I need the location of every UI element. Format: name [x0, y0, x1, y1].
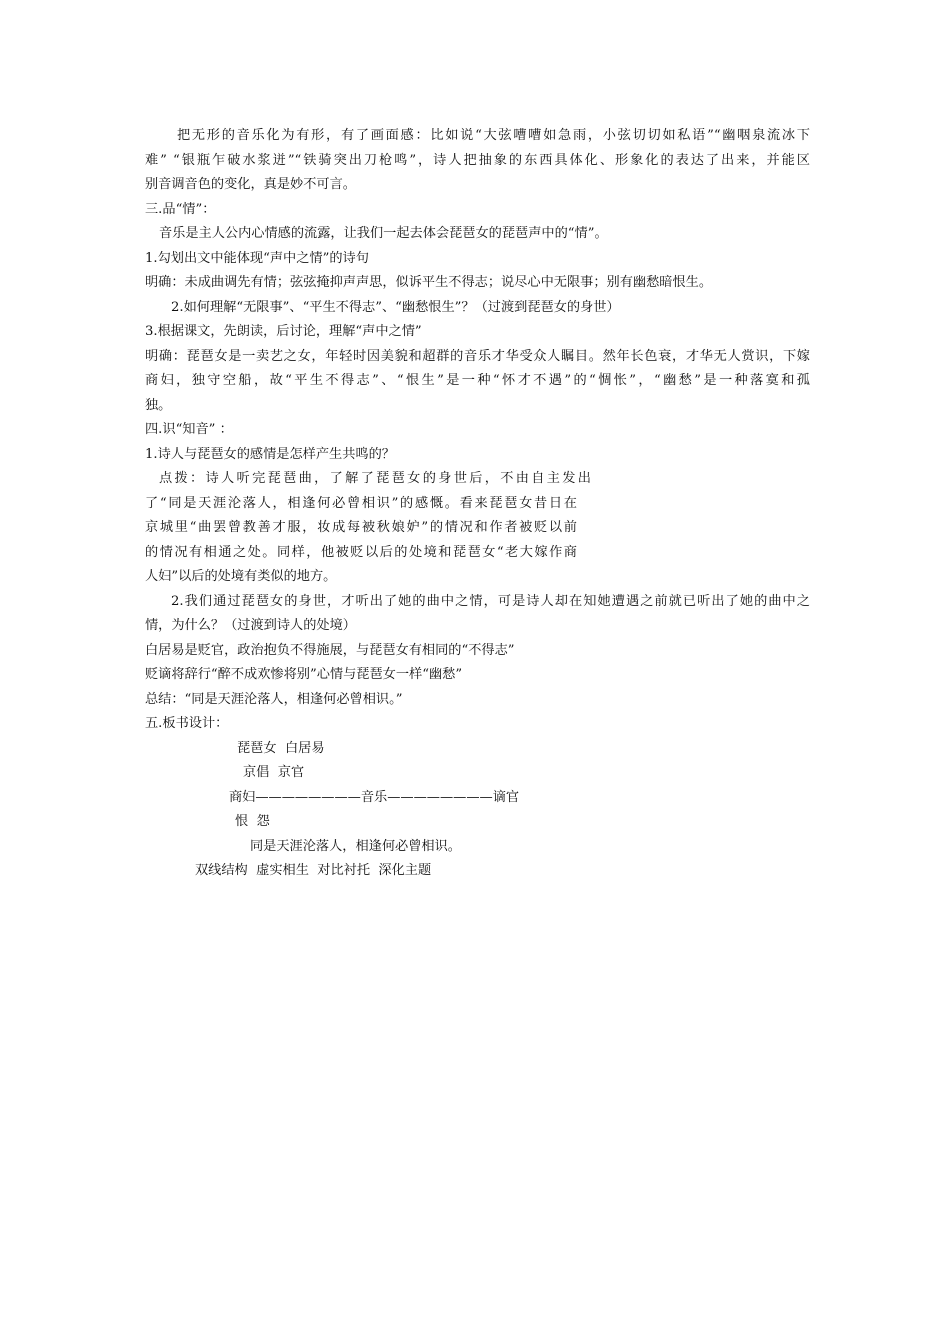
paragraph-line: 的情况有相通之处。同样，他被贬以后的处境和琵琶女“老大嫁作商 [145, 544, 577, 560]
answer-line: 明确：琵琶女是一卖艺之女，年轻时因美貌和超群的音乐才华受众人瞩目。然年长色衰，才华无人赏识，下嫁 [145, 348, 810, 364]
board-design-line: 恨 怨 [235, 814, 270, 829]
paragraph-line: 把无形的音乐化为有形，有了画面感：比如说“大弦嘈嘈如急雨，小弦切切如私语”“幽咽泉流冰下 [177, 128, 810, 143]
question-line: 3.根据课文，先朗读，后讨论，理解“声中之情” [145, 324, 422, 339]
question-line: 情，为什么？（过渡到诗人的处境） [145, 618, 356, 633]
document-page [145, 124, 810, 884]
paragraph-line: 京城里“曲罢曾教善才服，妆成每被秋娘妒”的情况和作者被贬以前 [145, 520, 577, 535]
summary-line: 总结：“同是天涯沦落人，相逢何必曾相识。” [145, 691, 403, 707]
section-heading: 四.识“知音” ： [145, 422, 233, 437]
paragraph-line: 别音调音色的变化，真是妙不可言。 [145, 177, 356, 192]
board-design-line: 同是天涯沦落人，相逢何必曾相识。 [250, 838, 461, 854]
answer-line: 独。 [145, 397, 172, 413]
paragraph-line: 白居易是贬官，政治抱负不得施展，与琵琶女有相同的“不得志” [145, 642, 515, 658]
question-line: 1.勾划出文中能体现“声中之情”的诗句 [145, 250, 369, 266]
paragraph-line: 人妇”以后的处境有类似的地方。 [145, 569, 337, 584]
question-line: 1.诗人与琵琶女的感情是怎样产生共鸣的？ [145, 446, 395, 462]
paragraph-line: 音乐是主人公内心情感的流露，让我们一起去体会琵琶女的琵琶声中的“情”。 [159, 226, 608, 241]
board-design-line: 商妇————————音乐————————谪官 [229, 789, 520, 805]
section-heading: 五.板书设计： [145, 716, 229, 731]
question-line: 2.我们通过琵琶女的身世，才听出了她的曲中之情，可是诗人却在知她遭遇之前就已听出了她的曲中之 [171, 593, 810, 609]
board-design-line: 双线结构 虚实相生 对比衬托 深化主题 [195, 863, 432, 878]
board-design-line: 琵琶女 白居易 [237, 740, 325, 756]
board-design-line: 京倡 京官 [243, 765, 305, 780]
question-line: 2.如何理解“无限事”、“平生不得志”、“幽愁恨生”？（过渡到琵琶女的身世） [171, 299, 620, 315]
answer-line: 商妇，独守空船，故“平生不得志”、“恨生”是一种“怀才不遇”的“惆怅”，“幽愁”是一种落寞和孤 [145, 373, 810, 388]
paragraph-line: 贬谪将辞行“醉不成欢惨将别”心情与琵琶女一样“幽愁” [145, 667, 463, 682]
paragraph-line: 了“同是天涯沦落人，相逢何必曾相识”的感慨。看来琵琶女昔日在 [145, 495, 577, 511]
paragraph-line: 点拨：诗人听完琵琶曲，了解了琵琶女的身世后，不由自主发出 [159, 471, 591, 486]
section-heading: 三.品“情”： [145, 201, 216, 217]
answer-line: 明确：未成曲调先有情；弦弦掩抑声声思，似诉平生不得志；说尽心中无限事；别有幽愁暗恨生。 [145, 275, 713, 290]
paragraph-line: 难” “银瓶乍破水浆迸”“铁骑突出刀枪鸣”，诗人把抽象的东西具体化、形象化的表达了出来，并能区 [145, 152, 810, 168]
